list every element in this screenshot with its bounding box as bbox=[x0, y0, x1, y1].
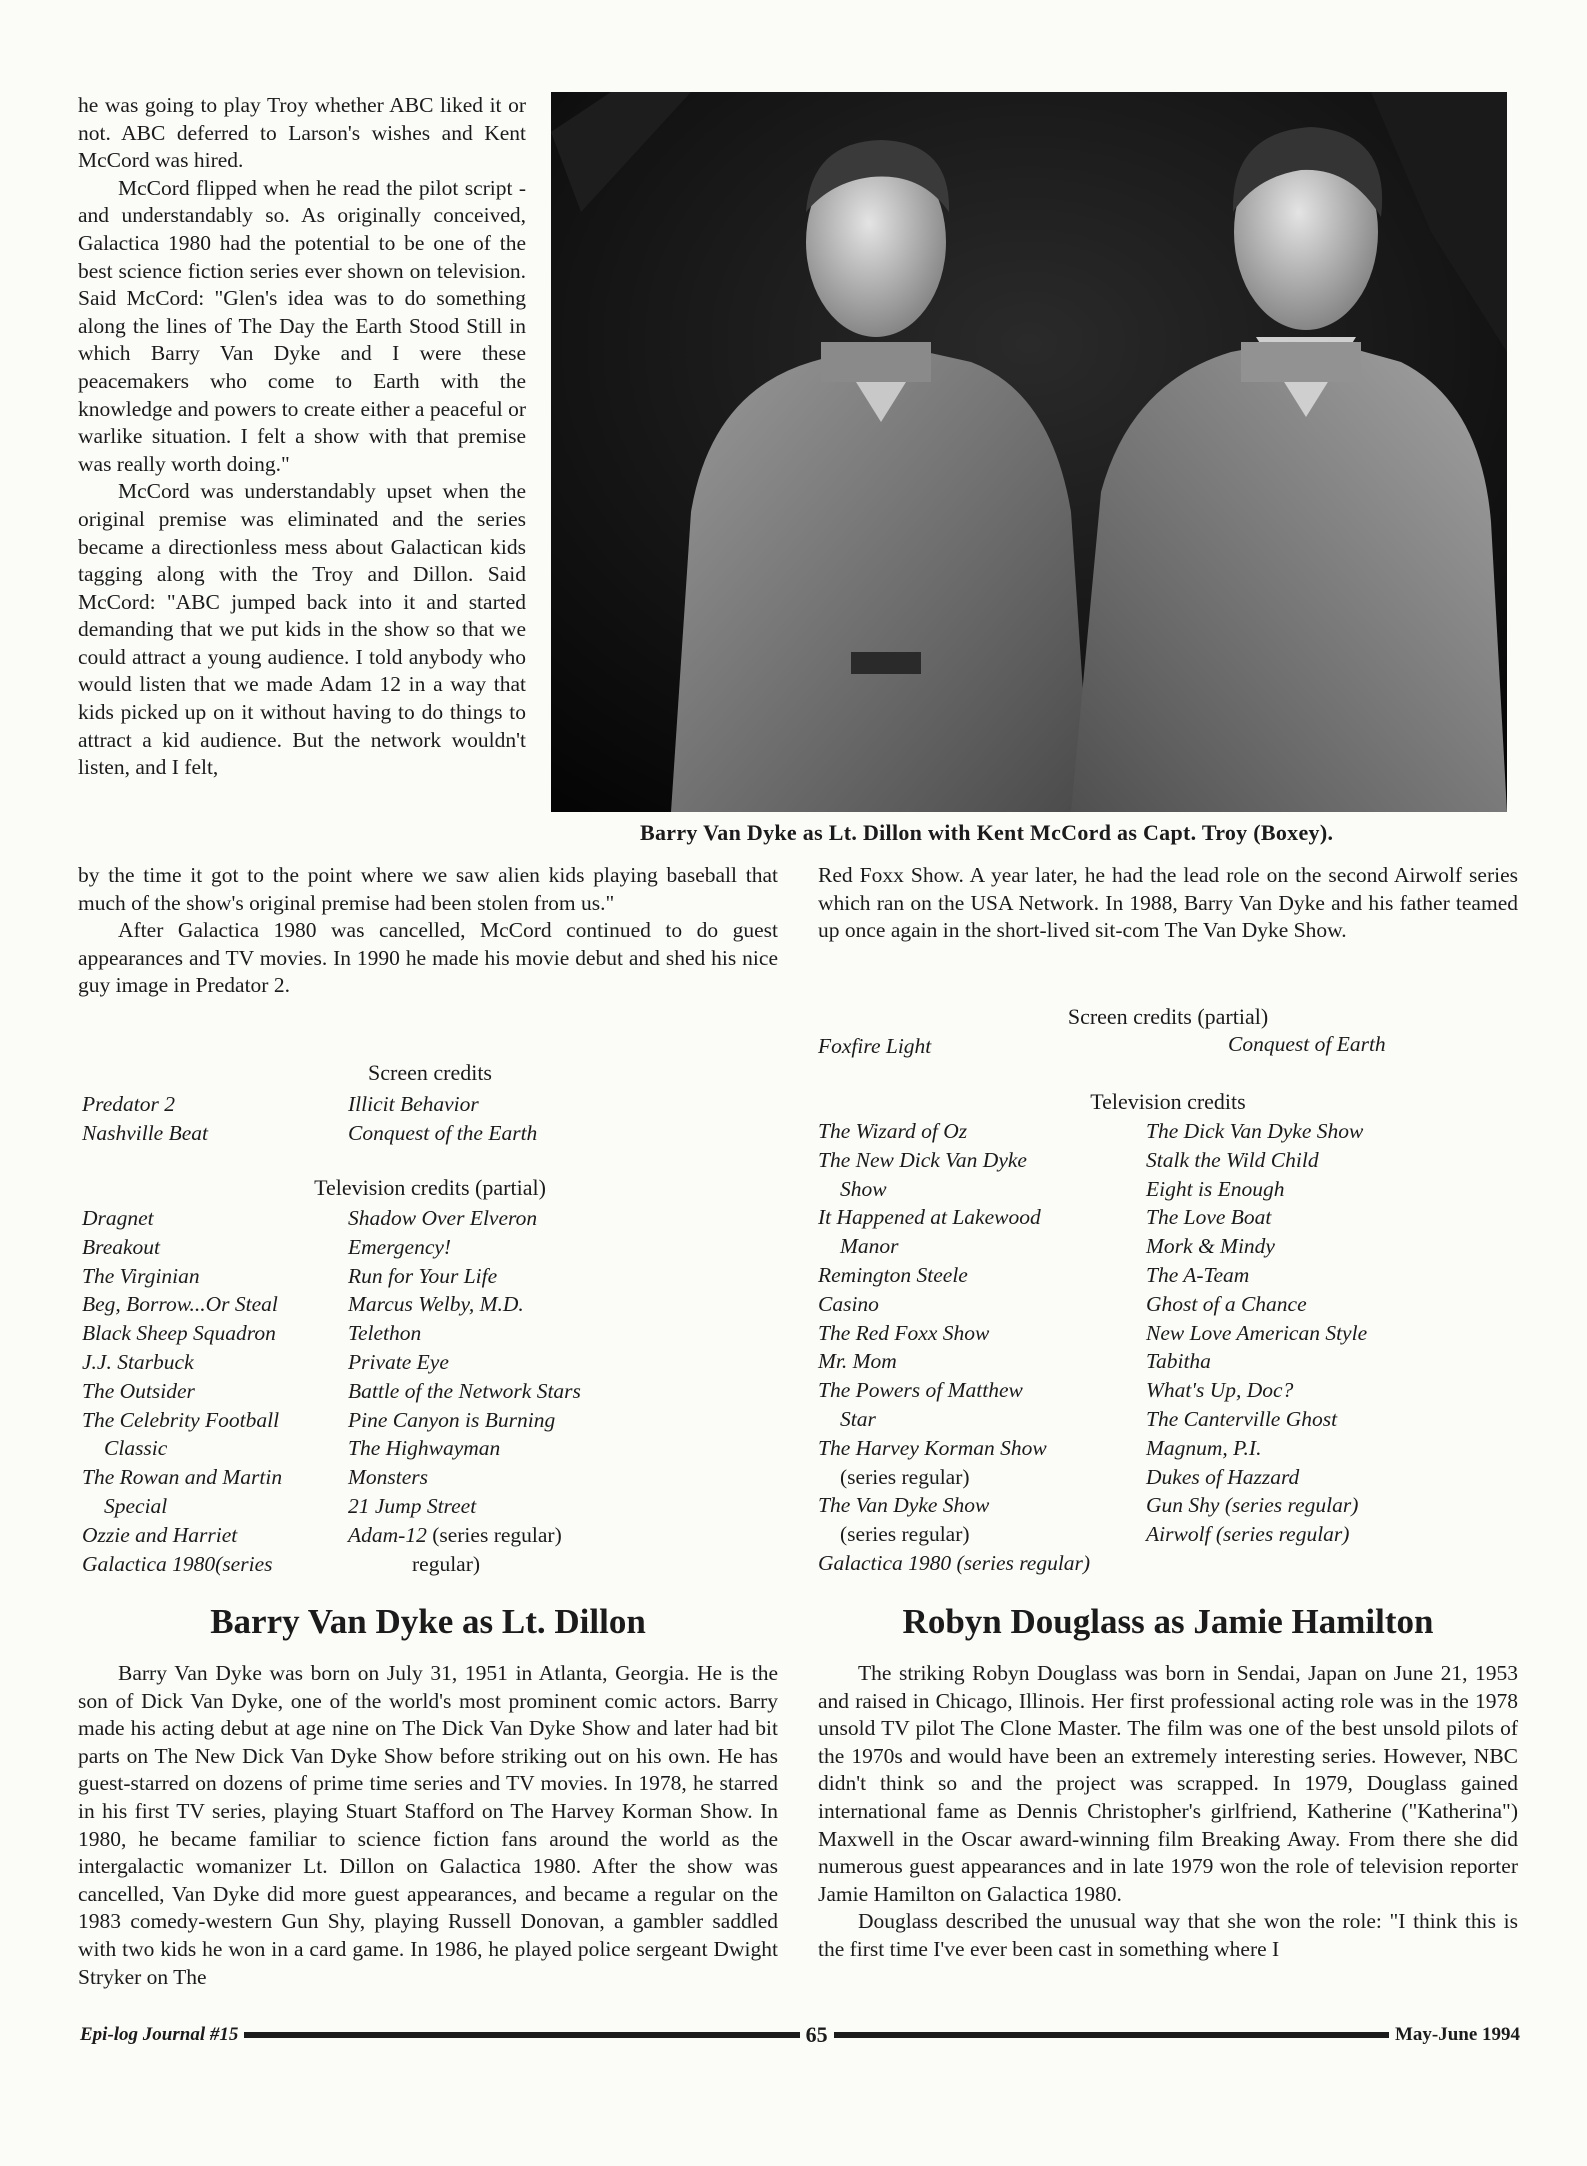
credit-item: Dukes of Hazzard bbox=[1146, 1464, 1300, 1489]
footer-rule-right bbox=[834, 2032, 1389, 2038]
credit-item: Marcus Welby, M.D. bbox=[348, 1292, 524, 1317]
credit-item: The Powers of Matthew bbox=[818, 1378, 1023, 1403]
left-continued-text bbox=[78, 862, 778, 1000]
credit-item: (series regular) bbox=[840, 1522, 970, 1547]
credit-item: Pine Canyon is Burning bbox=[348, 1407, 556, 1432]
credit-item: Ghost of a Chance bbox=[1146, 1291, 1307, 1316]
paragraph-troy: he was going to play Troy whether ABC liked it or not. ABC deferred to Larson's wishes and Kent McCord was hired. bbox=[78, 93, 526, 173]
credit-item: Star bbox=[840, 1406, 876, 1431]
credit-item: The Rowan and Martin bbox=[82, 1465, 283, 1490]
paragraph-continued: by the time it got to the point where we saw alien kids playing baseball that much of the show's original premise had been stolen from us." bbox=[78, 863, 778, 915]
credit-item: Galactica 1980 (series regular) bbox=[818, 1550, 1091, 1575]
credit-item: Magnum, P.I. bbox=[1146, 1435, 1262, 1460]
credit-item: Galactica 1980(series bbox=[82, 1551, 273, 1576]
credit-item: The Highwayman bbox=[348, 1436, 501, 1461]
credit-item: Breakout bbox=[82, 1234, 161, 1259]
credit-item: Gun Shy (series regular) bbox=[1146, 1493, 1359, 1518]
mccord-tv-right bbox=[348, 1204, 581, 1578]
section-title-vandyke: Barry Van Dyke as Lt. Dillon bbox=[210, 1602, 646, 1641]
section-title-douglass: Robyn Douglass as Jamie Hamilton bbox=[902, 1602, 1434, 1641]
credit-item: Manor bbox=[840, 1234, 899, 1259]
credit-item: The Outsider bbox=[82, 1378, 195, 1403]
credit-item: The Canterville Ghost bbox=[1146, 1406, 1338, 1431]
credit-item: Remington Steele bbox=[818, 1262, 968, 1287]
footer-date: May-June 1994 bbox=[1394, 2024, 1521, 2045]
credit-item: Ozzie and Harriet bbox=[82, 1522, 238, 1547]
credit-item: The Dick Van Dyke Show bbox=[1146, 1119, 1364, 1143]
vandyke-screen-right bbox=[1228, 1030, 1386, 1059]
credit-item: The Red Foxx Show bbox=[818, 1320, 990, 1345]
credit-item: J.J. Starbuck bbox=[82, 1349, 194, 1374]
mccord-screen-right bbox=[348, 1090, 537, 1148]
credit-item: Eight is Enough bbox=[1146, 1176, 1285, 1201]
credit-item: The Wizard of Oz bbox=[818, 1119, 968, 1143]
credit-item: Show bbox=[840, 1176, 887, 1201]
paragraph-douglass-bio: The striking Robyn Douglass was born in Sendai, Japan on June 21, 1953 and raised in Chicago, Illinois. Her first professional acting role was in the 1978 unsold TV pilot The Clone Master. The film was one of the best unsold pilots of the 1970s and would have been an extremely interesting series. However, NBC didn't think so and the project was scrapped. In 1979, Douglass gained international fame as Dennis Christopher's girlfriend, Katherine ("Katherina") Maxwell in the Oscar award-winning film Breaking Away. From there she did numerous guest appearances and in late 1979 won the role of television reporter Jamie Hamilton on Galactica 1980. bbox=[818, 1661, 1518, 1906]
photo-image bbox=[551, 92, 1507, 812]
credit-item: Casino bbox=[818, 1291, 879, 1316]
footer-rule-left bbox=[244, 2032, 799, 2038]
photo-barry-van-dyke-kent-mccord bbox=[551, 92, 1507, 812]
credit-item: Classic bbox=[104, 1436, 168, 1461]
credit-item: Run for Your Life bbox=[348, 1263, 498, 1288]
credit-item: Conquest of Earth bbox=[1228, 1032, 1386, 1056]
credit-item: The New Dick Van Dyke bbox=[818, 1147, 1027, 1172]
vandyke-screen-left bbox=[818, 1032, 931, 1061]
credit-title: Adam-12 bbox=[348, 1522, 427, 1547]
credit-item: Private Eye bbox=[348, 1349, 449, 1374]
credit-item: Conquest of the Earth bbox=[348, 1120, 538, 1145]
credit-item: 21 Jump Street bbox=[348, 1493, 477, 1518]
vandyke-bio-text bbox=[78, 1660, 778, 1991]
credit-item: Illicit Behavior bbox=[348, 1092, 479, 1116]
credit-item: It Happened at Lakewood bbox=[818, 1205, 1041, 1230]
douglass-bio-text bbox=[818, 1660, 1518, 1964]
mccord-screen-left bbox=[82, 1090, 208, 1148]
credit-item: The Van Dyke Show bbox=[818, 1493, 990, 1518]
left-wrapped-text bbox=[78, 92, 526, 782]
page-number: 65 bbox=[805, 2022, 828, 2047]
credit-item: (series regular) bbox=[840, 1464, 970, 1489]
photo-caption: Barry Van Dyke as Lt. Dillon with Kent McCord as Capt. Troy (Boxey). bbox=[640, 820, 1334, 845]
vandyke-screen-credits-heading: Screen credits (partial) bbox=[1067, 1004, 1269, 1029]
page-footer bbox=[80, 2020, 1520, 2050]
credit-item bbox=[348, 1521, 581, 1550]
mccord-screen-credits-heading: Screen credits bbox=[368, 1060, 492, 1085]
credit-item: The Virginian bbox=[82, 1263, 200, 1288]
credit-item: Beg, Borrow...Or Steal bbox=[82, 1292, 278, 1317]
right-top-text bbox=[818, 862, 1518, 945]
credit-item: Shadow Over Elveron bbox=[348, 1206, 538, 1230]
paragraph-douglass-role: Douglass described the unusual way that she won the role: "I think this is the first time I've ever been cast in something where I bbox=[818, 1909, 1518, 1961]
vandyke-tv-right bbox=[1146, 1117, 1367, 1549]
credit-item: Airwolf (series regular) bbox=[1146, 1522, 1350, 1547]
credit-item: Mr. Mom bbox=[818, 1349, 897, 1374]
credit-item: Monsters bbox=[348, 1465, 429, 1490]
credit-item: Emergency! bbox=[348, 1234, 452, 1259]
vandyke-tv-left bbox=[818, 1117, 1090, 1578]
credit-item: The Celebrity Football bbox=[82, 1407, 280, 1432]
credit-note: (series regular) bbox=[426, 1522, 562, 1547]
footer-journal: Epi-log Journal #15 bbox=[80, 2024, 239, 2045]
credit-item: The Harvey Korman Show bbox=[818, 1435, 1047, 1460]
credit-item: Stalk the Wild Child bbox=[1146, 1147, 1319, 1172]
vandyke-tv-credits-heading: Television credits bbox=[1090, 1089, 1246, 1114]
credit-item: Black Sheep Squadron bbox=[82, 1321, 276, 1346]
credit-item: The Love Boat bbox=[1146, 1205, 1272, 1230]
paragraph-vandyke-bio: Barry Van Dyke was born on July 31, 1951 in Atlanta, Georgia. He is the son of Dick Van Dyke, one of the world's most prominent comic actors. Barry made his acting debut at age nine on The Dick Van Dyke Show and later had bit parts on The New Dick Van Dyke Show before striking out on his own. He has guest-starred on dozens of prime time series and TV movies. In 1978, he starred in his first TV series, playing Stuart Stafford on The Harvey Korman Show. In 1980, he became familiar to science fiction fans around the world as the intergalactic womanizer Lt. Dillon on Galactica 1980. After the show was cancelled, Van Dyke did more guest appearances, and became a regular on the 1983 comedy-western Gun Shy, playing Russell Donovan, a gambler saddled with two kids he won in a card game. In 1986, he played police sergeant Dwight Stryker on The bbox=[78, 1661, 778, 1989]
credit-item: regular) bbox=[412, 1551, 481, 1576]
paragraph-mccord-pilot: McCord flipped when he read the pilot script - and understandably so. As originally conceived, Galactica 1980 had the potential to be one of the best science fiction series ever shown on television. Said McCord: "Glen's idea was to do something along the lines of The Day the Earth Stood Still in which Barry Van Dyke and I were these peacemakers who come to Earth with the knowledge and powers to create either a peaceful or warlike situation. I felt a show with that premise was really worth doing." bbox=[78, 175, 526, 476]
credit-item: Telethon bbox=[348, 1321, 422, 1346]
credit-item: Battle of the Network Stars bbox=[348, 1378, 581, 1403]
credit-item: Predator 2 bbox=[82, 1092, 175, 1116]
credit-item: The A-Team bbox=[1146, 1262, 1250, 1287]
credit-item: What's Up, Doc? bbox=[1146, 1378, 1294, 1403]
credit-item: Tabitha bbox=[1146, 1349, 1211, 1374]
mccord-tv-left bbox=[82, 1204, 282, 1578]
credit-item: New Love American Style bbox=[1146, 1320, 1368, 1345]
credit-item: Mork & Mindy bbox=[1146, 1234, 1275, 1259]
credit-item: Nashville Beat bbox=[82, 1120, 208, 1145]
mccord-tv-credits-heading: Television credits (partial) bbox=[314, 1175, 546, 1200]
credit-item: Special bbox=[104, 1493, 168, 1518]
paragraph-red-foxx: Red Foxx Show. A year later, he had the lead role on the second Airwolf series which ran on the USA Network. In 1988, Barry Van Dyke and his father teamed up once again in the short-lived sit-com The Van Dyke Show. bbox=[818, 863, 1518, 943]
paragraph-after-galactica: After Galactica 1980 was cancelled, McCord continued to do guest appearances and TV movies. In 1990 he made his movie debut and shed his nice guy image in Predator 2. bbox=[78, 918, 778, 998]
credit-item: Dragnet bbox=[82, 1206, 154, 1230]
paragraph-mccord-upset: McCord was understandably upset when the original premise was eliminated and the series became a directionless mess about Galactican kids tagging along with the Troy and Dillon. Said McCord: "ABC jumped back into it and started demanding that we put kids in the show so that we could attract a young audience. I told anybody who would listen that we made Adam 12 in a way that kids picked up on it without having to do things to attract a kid audience. But the network wouldn't listen, and I felt, bbox=[78, 479, 526, 780]
credit-item: Foxfire Light bbox=[818, 1034, 932, 1058]
